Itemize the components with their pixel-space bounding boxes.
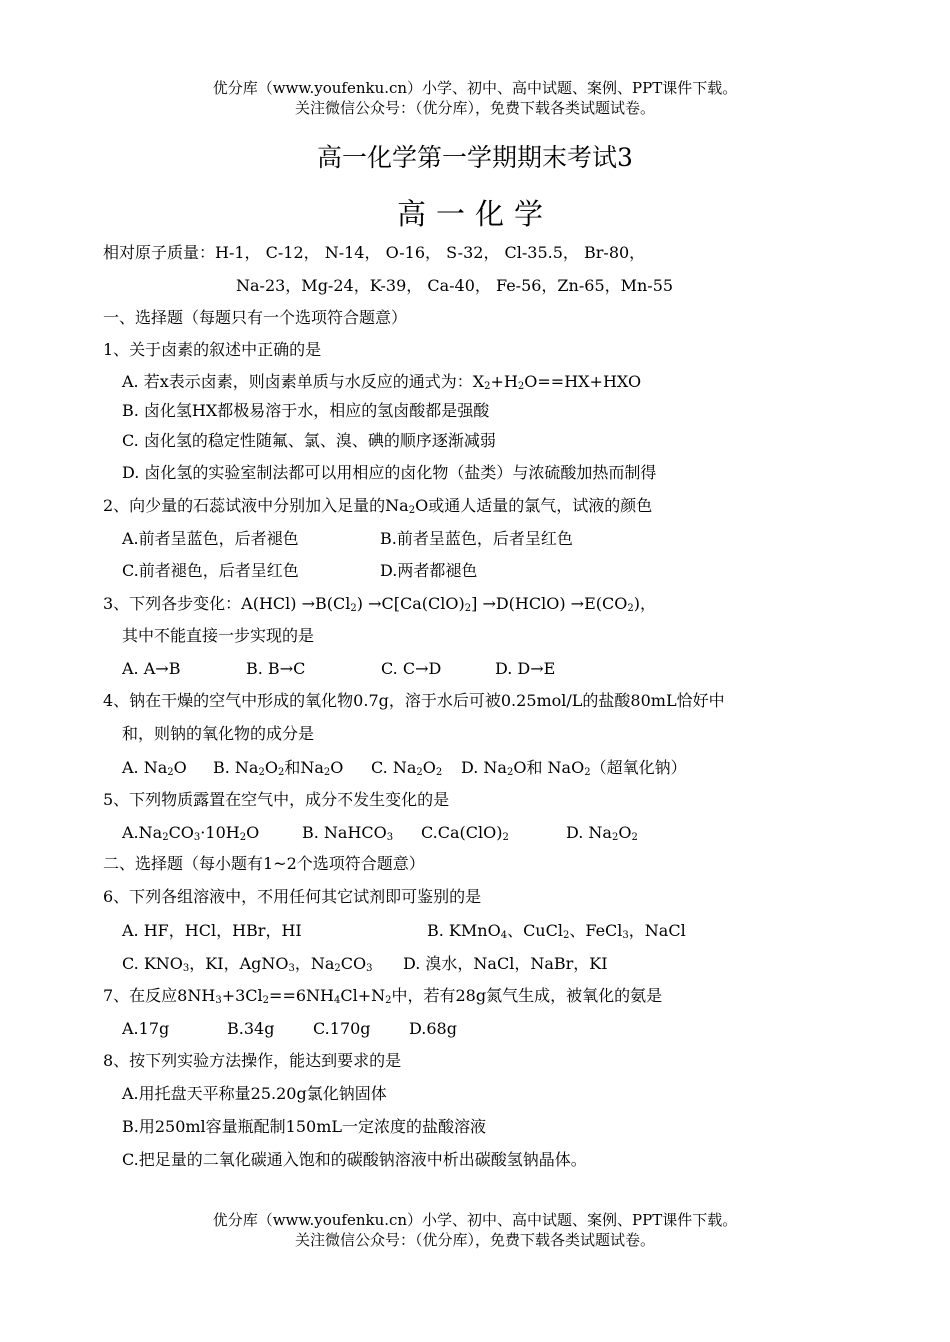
atomic-mass-line-2: Na-23，Mg-24，K-39， Ca-40， Fe-56，Zn-65，Mn-55	[236, 276, 674, 295]
q4-option-a: A. $Na_2O$	[122, 758, 187, 778]
header-line-1: 优分库（www.youfenku.cn）小学、初中、高中试题、案例、PPT课件下载。	[212, 79, 738, 97]
q3-option-c: C. C→D	[381, 659, 442, 678]
q3-stem: 3、下列各步变化：$A(HCl) \to B(Cl_2) \to C[Ca(ClO)_2]$ →D(HClO) $\to E(CO_2)$，	[103, 594, 656, 614]
atomic-mass-line-1: 相对原子质量：H-1， C-12， N-14， O-16， S-32， Cl-35.5， Br-80，	[103, 243, 646, 262]
q2-stem: 2、向少量的石蕊试液中分别加入足量的$Na_2O$或通人适量的氯气，试液的颜色	[103, 496, 653, 516]
q3-stem-line-2: 其中不能直接一步实现的是	[122, 626, 315, 645]
q1-option-d: D. 卤化氢的实验室制法都可以用相应的卤化物（盐类）与浓硫酸加热而制得	[122, 463, 657, 482]
q2-option-c: C.前者褪色，后者呈红色	[122, 561, 299, 580]
q5-option-c: $C.Ca(ClO)_2$	[421, 823, 509, 843]
q7-option-a: A.17g	[122, 1019, 170, 1038]
footer-line-2: 关注微信公众号：（优分库），免费下载各类试题试卷。	[294, 1231, 655, 1249]
q8-stem: 8、按下列实验方法操作，能达到要求的是	[103, 1051, 402, 1070]
q2-option-a: A.前者呈蓝色，后者褪色	[122, 529, 299, 548]
q4-option-d: D. $Na_2O$和 NaO$_2$（超氧化钠）	[461, 758, 687, 778]
section-1-heading: 一、选择题（每题只有一个选项符合题意）	[103, 308, 408, 327]
q6-stem: 6、下列各组溶液中，不用任何其它试剂即可鉴别的是	[103, 887, 482, 906]
q1-stem: 1、关于卤素的叙述中正确的是	[103, 340, 322, 359]
q5-option-a: $A.Na_2CO_3\cdot 10H_2O$	[122, 823, 260, 843]
q7-option-d: D.68g	[409, 1019, 457, 1038]
q5-option-d: D. $Na_2O_2$	[566, 823, 638, 843]
q6-option-b: B. KMnO$_4$、CuCl$_2$、FeCl$_3$，NaCl	[427, 921, 686, 941]
q4-option-b: B. $Na_2O_2$和$Na_2O$	[213, 758, 344, 778]
q2-option-b: B.前者呈蓝色，后者呈红色	[380, 529, 573, 548]
q5-stem: 5、下列物质露置在空气中，成分不发生变化的是	[103, 790, 450, 809]
q3-option-a: A. A→B	[122, 659, 181, 678]
q4-stem: 4、钠在干燥的空气中形成的氧化物0.7g，溶于水后可被0.25mol/L的盐酸80mL恰好中	[103, 691, 725, 710]
q7-option-b: B.34g	[227, 1019, 275, 1038]
q8-option-c: C.把足量的二氧化碳通入饱和的碳酸钠溶液中析出碳酸氢钠晶体。	[122, 1150, 587, 1169]
q4-option-c: C. $Na_2O_2$	[371, 758, 443, 778]
q6-option-d: D. 溴水，NaCl，NaBr，KI	[403, 954, 608, 973]
q4-stem-line-2: 和，则钠的氧化物的成分是	[122, 724, 315, 743]
q6-option-a: A. HF，HCl，HBr，HI	[122, 921, 302, 940]
q7-option-c: C.170g	[313, 1019, 371, 1038]
q1-option-c: C. 卤化氢的稳定性随氟、氯、溴、碘的顺序逐渐减弱	[122, 431, 496, 450]
q5-option-b: B. NaHCO$_3$	[302, 823, 394, 843]
q2-option-d: D.两者都褪色	[380, 561, 478, 580]
exam-subtitle: 高一化学	[396, 197, 553, 231]
q7-stem: 7、在反应$8NH_3+3Cl_2==6NH_4Cl+N_2$中，若有28g氮气生成，被氧化的氨是	[103, 986, 663, 1006]
q8-option-a: A.用托盘天平称量25.20g氯化钠固体	[122, 1084, 387, 1103]
q3-option-b: B. B→C	[246, 659, 306, 678]
q1-option-a: A. 若x表示卤素，则卤素单质与水反应的通式为：$X_2+H_2O==HX+HXO$	[122, 372, 642, 392]
section-2-heading: 二、选择题（每小题有1~2个选项符合题意）	[103, 854, 425, 873]
header-line-2: 关注微信公众号：（优分库），免费下载各类试题试卷。	[294, 99, 655, 117]
q8-option-b: B.用250ml容量瓶配制150mL一定浓度的盐酸溶液	[122, 1117, 487, 1136]
exam-title: 高一化学第一学期期末考试3	[317, 143, 633, 172]
q1-option-b: B. 卤化氢HX都极易溶于水，相应的氢卤酸都是强酸	[122, 401, 490, 420]
footer-line-1: 优分库（www.youfenku.cn）小学、初中、高中试题、案例、PPT课件下载。	[212, 1211, 738, 1229]
q6-option-c: C. $KNO_3$，KI，AgNO$_3$，$Na_2CO_3$	[122, 954, 373, 974]
q3-option-d: D. D→E	[495, 659, 556, 678]
